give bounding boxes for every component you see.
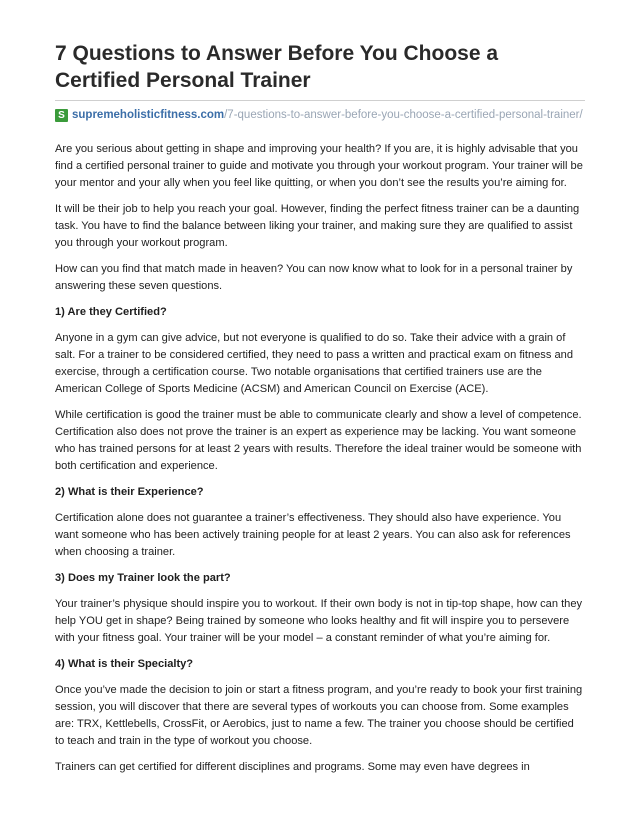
- article-body: [55, 141, 585, 776]
- title-divider: [55, 100, 585, 101]
- source-domain-link[interactable]: supremeholisticfitness.com: [72, 109, 225, 121]
- site-logo-icon: S: [55, 109, 68, 122]
- article-page: [55, 40, 585, 785]
- section-heading: 2) What is their Experience?: [55, 486, 204, 498]
- body-paragraph: It will be their job to help you reach your goal. However, finding the perfect fitness trainer can be a daunting task. You have to find the balance between liking your trainer, and making sure they are qualified to assist you through your workout program.: [55, 203, 580, 249]
- body-paragraph: Anyone in a gym can give advice, but not everyone is qualified to do so. Take their advice with a grain of salt. For a trainer to be considered certified, they need to pass a written and practical exam on fitness and exercise, through a certification course. Two notable organisations that certified trainers use are the American College of Sports Medicine (ACSM) and American Council on Exercise (ACE).: [55, 332, 573, 395]
- article-title: 7 Questions to Answer Before You Choose a Certified Personal Trainer: [55, 42, 499, 92]
- section-heading: 1) Are they Certified?: [55, 306, 167, 318]
- body-paragraph: How can you find that match made in heaven? You can now know what to look for in a personal trainer by answering these seven questions.: [55, 263, 573, 292]
- source-line: [55, 108, 585, 123]
- body-paragraph: Certification alone does not guarantee a trainer’s effectiveness. They should also have experience. You want someone who has been actively training people for at least 2 years. You can also ask for references when choosing a trainer.: [55, 512, 571, 558]
- body-paragraph: Are you serious about getting in shape and improving your health? If you are, it is highly advisable that you find a certified personal trainer to guide and motivate you through your workout program. Your trainer will be your mentor and your ally when you feel like quitting, or when you don’t see the results you’re aiming for.: [55, 143, 583, 189]
- body-paragraph: Once you’ve made the decision to join or start a fitness program, and you’re ready to book your first training session, you will discover that there are several types of workouts you can choose from. Some examples are: TRX, Kettlebells, CrossFit, or Aerobics, just to name a few. The trainer you choose should be certified to teach and train in the type of workout you choose.: [55, 684, 583, 747]
- section-heading: 3) Does my Trainer look the part?: [55, 572, 231, 584]
- body-paragraph: While certification is good the trainer must be able to communicate clearly and show a level of competence. Certification also does not prove the trainer is an expert as experience may be lacking. You want someone who has trained persons for at least 2 years with results. Therefore the ideal trainer would be someone with both certification and experience.: [55, 409, 582, 472]
- body-paragraph: Trainers can get certified for different disciplines and programs. Some may even have degrees in: [55, 761, 530, 773]
- section-heading: 4) What is their Specialty?: [55, 658, 194, 670]
- body-paragraph: Your trainer’s physique should inspire you to workout. If their own body is not in tip-top shape, how can they help YOU get in shape? Being trained by someone who looks healthy and fit will inspire you to persevere with your fitness goal. Your trainer will be your model – a constant reminder of what you’re aiming for.: [55, 598, 583, 644]
- source-path: /7-questions-to-answer-before-you-choose-a-certified-personal-trainer/: [224, 109, 583, 121]
